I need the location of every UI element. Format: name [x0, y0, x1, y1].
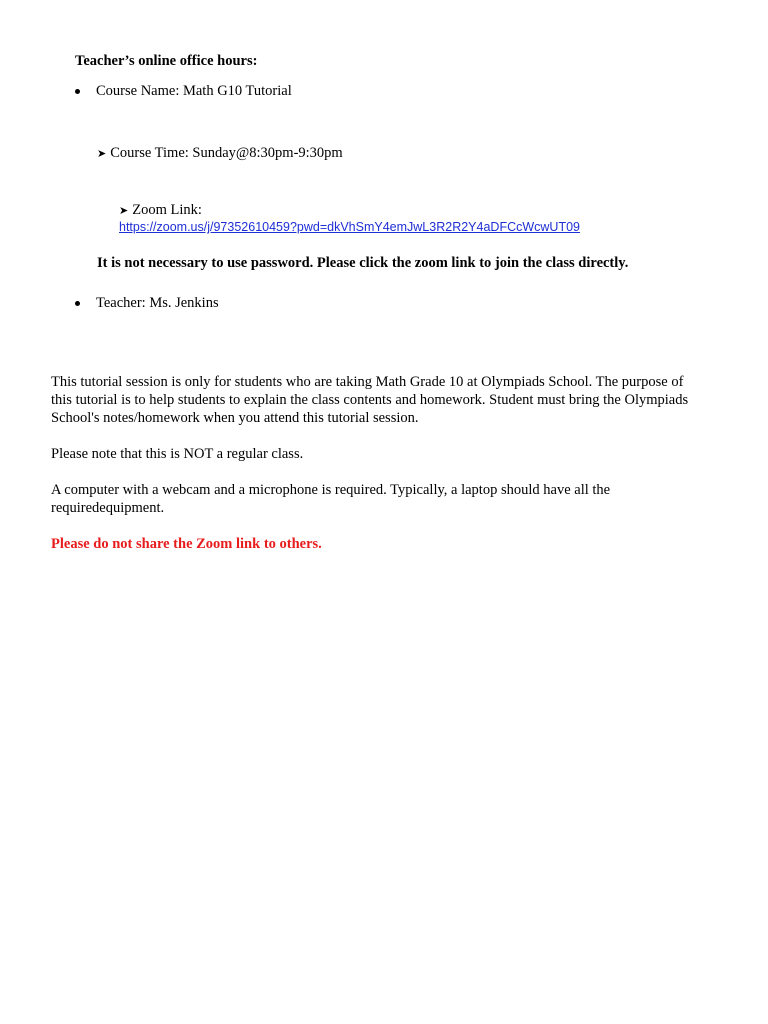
- equipment-line-1: A computer with a webcam and a microphone is required. Typically, a laptop should have all the: [51, 482, 611, 498]
- password-note: It is not necessary to use password. Please click the zoom link to join the class directly.: [97, 255, 629, 271]
- arrowhead-bullet-icon: ➤: [119, 204, 129, 217]
- arrowhead-bullet-icon: ➤: [97, 147, 107, 160]
- teacher: Teacher: Ms. Jenkins: [96, 295, 219, 311]
- not-regular-note: Please note that this is NOT a regular class.: [51, 446, 304, 462]
- zoom-label: Zoom Link:: [132, 202, 202, 218]
- zoom-link[interactable]: https://zoom.us/j/97352610459?pwd=dkVhSmY4emJwL3R2R2Y4aDFCcWcwUT09: [119, 220, 580, 234]
- page-heading: Teacher’s online office hours:: [75, 53, 258, 69]
- course-time-row: [97, 144, 343, 163]
- purpose-line-3: School's notes/homework when you attend this tutorial session.: [51, 410, 419, 426]
- round-bullet-icon: [75, 301, 80, 306]
- equipment-line-2: requiredequipment.: [51, 500, 165, 516]
- purpose-line-2: this tutorial is to help students to explain the class contents and homework. Student must bring the Olympiads: [51, 392, 689, 408]
- purpose-line-1: This tutorial session is only for students who are taking Math Grade 10 at Olympiads School. The purpose of: [51, 374, 684, 390]
- share-warning: Please do not share the Zoom link to others.: [51, 536, 322, 552]
- course-time: Course Time: Sunday@8:30pm-9:30pm: [110, 145, 343, 161]
- round-bullet-icon: [75, 89, 80, 94]
- course-name: Course Name: Math G10 Tutorial: [96, 83, 292, 99]
